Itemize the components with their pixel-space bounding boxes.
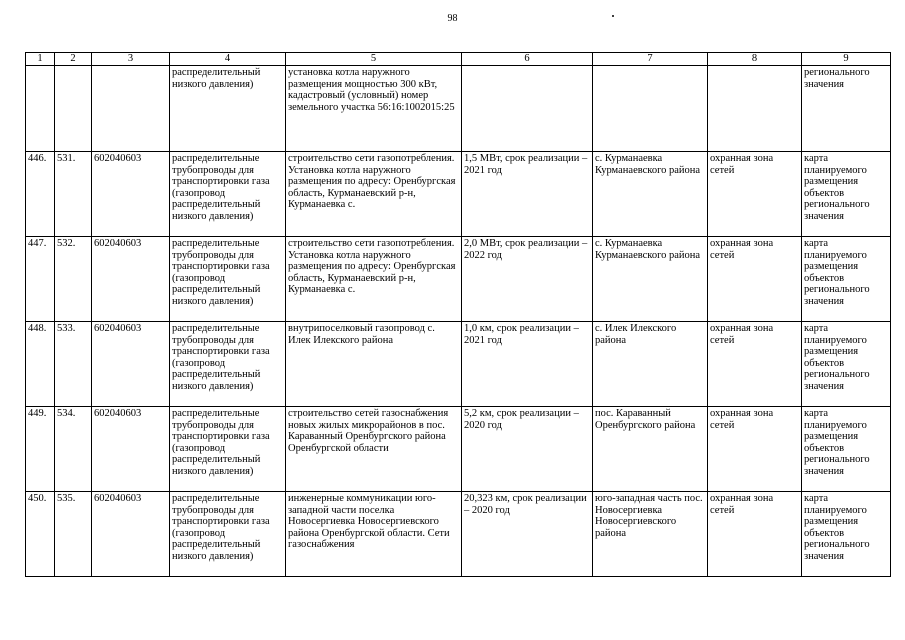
cell-capacity: 1,5 МВт, срок реализации – 2021 год <box>462 152 593 237</box>
cell-location: юго-западная часть пос. Новосергиевка Новосергиевского района <box>593 492 708 577</box>
cell-zone: охранная зона сетей <box>708 407 802 492</box>
cell-capacity <box>462 66 593 152</box>
column-header: 4 <box>170 53 286 66</box>
cell-number: 532. <box>55 237 92 322</box>
table-row <box>26 237 891 322</box>
cell-map: карта планируемого размещения объектов регионального значения <box>802 407 891 492</box>
column-header: 3 <box>92 53 170 66</box>
cell-capacity: 1,0 км, срок реализации – 2021 год <box>462 322 593 407</box>
cell-type: распределительные трубопроводы для транспортировки газа (газопровод распределительный низкого давления) <box>170 237 286 322</box>
cell-code: 602040603 <box>92 152 170 237</box>
table-row-continuation <box>26 66 891 152</box>
cell-number: 531. <box>55 152 92 237</box>
scan-speck <box>612 15 614 17</box>
table-row <box>26 152 891 237</box>
cell-index <box>26 66 55 152</box>
cell-number: 535. <box>55 492 92 577</box>
cell-map: регионального значения <box>802 66 891 152</box>
cell-type: распределительные трубопроводы для транспортировки газа (газопровод распределительный низкого давления) <box>170 407 286 492</box>
cell-type: распределительные трубопроводы для транспортировки газа (газопровод распределительный низкого давления) <box>170 322 286 407</box>
cell-index: 449. <box>26 407 55 492</box>
cell-description: строительство сети газопотребления. Установка котла наружного размещения по адресу: Оренбургская область, Курманаевский р-н, Курманаевка с. <box>286 152 462 237</box>
cell-location: с. Курманаевка Курманаевского района <box>593 152 708 237</box>
cell-type: распределительные трубопроводы для транспортировки газа (газопровод распределительный низкого давления) <box>170 492 286 577</box>
cell-index: 450. <box>26 492 55 577</box>
cell-type: распределительный низкого давления) <box>170 66 286 152</box>
cell-type: распределительные трубопроводы для транспортировки газа (газопровод распределительный низкого давления) <box>170 152 286 237</box>
cell-description: внутрипоселковый газопровод с. Илек Илекского района <box>286 322 462 407</box>
column-header: 2 <box>55 53 92 66</box>
column-header: 7 <box>593 53 708 66</box>
cell-code: 602040603 <box>92 322 170 407</box>
cell-index: 448. <box>26 322 55 407</box>
cell-description: строительство сети газопотребления. Установка котла наружного размещения по адресу: Оренбургская область, Курманаевский р-н, Курманаевка с. <box>286 237 462 322</box>
cell-zone: охранная зона сетей <box>708 152 802 237</box>
cell-code: 602040603 <box>92 492 170 577</box>
cell-capacity: 2,0 МВт, срок реализации – 2022 год <box>462 237 593 322</box>
cell-number: 533. <box>55 322 92 407</box>
cell-map: карта планируемого размещения объектов регионального значения <box>802 492 891 577</box>
cell-zone <box>708 66 802 152</box>
cell-code <box>92 66 170 152</box>
column-number-row <box>26 53 891 66</box>
cell-map: карта планируемого размещения объектов регионального значения <box>802 237 891 322</box>
cell-number: 534. <box>55 407 92 492</box>
cell-index: 447. <box>26 237 55 322</box>
column-header: 1 <box>26 53 55 66</box>
cell-zone: охранная зона сетей <box>708 237 802 322</box>
cell-zone: охранная зона сетей <box>708 322 802 407</box>
cell-description: инженерные коммуникации юго-западной части поселка Новосергиевка Новосергиевского района Оренбургской области. Сети газоснабжения <box>286 492 462 577</box>
table-row <box>26 492 891 577</box>
document-table <box>25 52 891 577</box>
table-row <box>26 407 891 492</box>
cell-capacity: 20,323 км, срок реализации – 2020 год <box>462 492 593 577</box>
page-number: 98 <box>447 13 458 24</box>
cell-zone: охранная зона сетей <box>708 492 802 577</box>
cell-map: карта планируемого размещения объектов регионального значения <box>802 322 891 407</box>
cell-location: пос. Караванный Оренбургского района <box>593 407 708 492</box>
cell-number <box>55 66 92 152</box>
column-header: 8 <box>708 53 802 66</box>
column-header: 9 <box>802 53 891 66</box>
column-header: 5 <box>286 53 462 66</box>
cell-description: установка котла наружного размещения мощностью 300 кВт, кадастровый (условный) номер земельного участка 56:16:1002015:25 <box>286 66 462 152</box>
cell-location <box>593 66 708 152</box>
cell-description: строительство сетей газоснабжения новых жилых микрорайонов в пос. Караванный Оренбургского района Оренбургской области <box>286 407 462 492</box>
cell-location: с. Илек Илекского района <box>593 322 708 407</box>
cell-location: с. Курманаевка Курманаевского района <box>593 237 708 322</box>
column-header: 6 <box>462 53 593 66</box>
table-row <box>26 322 891 407</box>
cell-code: 602040603 <box>92 407 170 492</box>
cell-index: 446. <box>26 152 55 237</box>
cell-code: 602040603 <box>92 237 170 322</box>
cell-capacity: 5,2 км, срок реализации – 2020 год <box>462 407 593 492</box>
cell-map: карта планируемого размещения объектов регионального значения <box>802 152 891 237</box>
